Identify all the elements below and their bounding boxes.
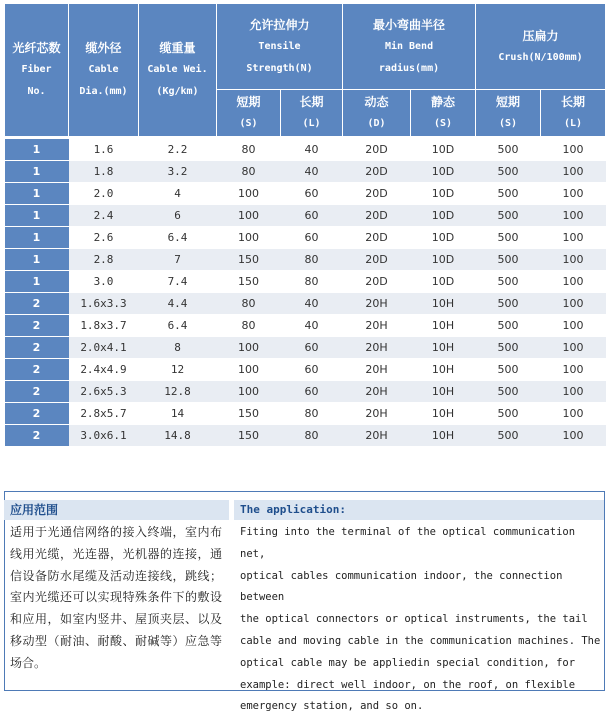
table-cell: 20D (343, 205, 411, 227)
fiber-count-cell: 2 (5, 425, 69, 447)
table-cell: 100 (541, 249, 606, 271)
fiber-count-cell: 1 (5, 227, 69, 249)
table-cell: 100 (217, 359, 281, 381)
fiber-count-cell: 2 (5, 293, 69, 315)
table-cell: 1.6x3.3 (69, 293, 139, 315)
table-cell: 20D (343, 161, 411, 183)
table-cell: 150 (217, 403, 281, 425)
application-text-cn: 适用于光通信网络的接入终端，室内布线用光缆，光连器，光机器的连接，通信设备防水尾缆及活动连接线，跳线；室内光缆还可以实现特殊条件下的敷设和应用，如室内竖井、屋顶夹层、以及移动型（耐油、耐酸、耐碱等）应急等场合。 (10, 525, 222, 670)
fiber-count-cell: 1 (5, 183, 69, 205)
table-cell: 20H (343, 403, 411, 425)
application-line-en: the optical connectors or optical instruments, the tail (240, 613, 588, 626)
table-cell: 6.4 (139, 227, 217, 249)
table-cell: 80 (281, 403, 343, 425)
table-cell: 80 (281, 249, 343, 271)
table-cell: 80 (217, 293, 281, 315)
table-row (5, 381, 606, 403)
table-row (5, 249, 606, 271)
table-cell: 80 (217, 161, 281, 183)
table-row (5, 183, 606, 205)
table-cell: 20D (343, 183, 411, 205)
application-line-en: cable and moving cable in the communication machines. The (240, 634, 601, 647)
table-cell: 100 (541, 271, 606, 293)
table-cell: 100 (217, 205, 281, 227)
header-crush: 压扁力 Crush(N/100mm) (476, 4, 606, 90)
table-cell: 500 (476, 205, 541, 227)
table-cell: 60 (281, 227, 343, 249)
table-cell: 500 (476, 161, 541, 183)
table-cell: 20H (343, 381, 411, 403)
table-cell: 100 (217, 227, 281, 249)
table-row (5, 293, 606, 315)
table-cell: 2.8x5.7 (69, 403, 139, 425)
table-row (5, 425, 606, 447)
table-cell: 60 (281, 337, 343, 359)
table-cell: 20H (343, 337, 411, 359)
header-cable-weight: 缆重量 Cable Wei. (Kg/km) (139, 4, 217, 138)
table-cell: 10D (411, 271, 476, 293)
table-cell: 20H (343, 425, 411, 447)
fiber-count-cell: 1 (5, 138, 69, 161)
table-cell: 500 (476, 337, 541, 359)
application-line-en: Fiting into the terminal of the optical communication net, (240, 526, 576, 560)
fiber-count-cell: 2 (5, 381, 69, 403)
table-row (5, 205, 606, 227)
table-cell: 100 (541, 138, 606, 161)
table-cell: 10H (411, 315, 476, 337)
table-cell: 10D (411, 249, 476, 271)
table-cell: 2.6 (69, 227, 139, 249)
table-cell: 14 (139, 403, 217, 425)
table-cell: 100 (541, 403, 606, 425)
table-cell: 2.8 (69, 249, 139, 271)
table-row (5, 337, 606, 359)
table-cell: 2.0x4.1 (69, 337, 139, 359)
table-cell: 60 (281, 359, 343, 381)
table-cell: 100 (541, 315, 606, 337)
table-cell: 500 (476, 293, 541, 315)
table-cell: 1.8 (69, 161, 139, 183)
table-cell: 500 (476, 271, 541, 293)
table-cell: 500 (476, 138, 541, 161)
table-cell: 100 (541, 381, 606, 403)
table-cell: 2.2 (139, 138, 217, 161)
spec-table-body (5, 138, 606, 447)
table-cell: 500 (476, 227, 541, 249)
table-cell: 500 (476, 381, 541, 403)
table-row (5, 227, 606, 249)
table-cell: 500 (476, 425, 541, 447)
table-cell: 10H (411, 403, 476, 425)
table-cell: 20H (343, 359, 411, 381)
table-cell: 3.0 (69, 271, 139, 293)
table-cell: 1.6 (69, 138, 139, 161)
table-cell: 20D (343, 249, 411, 271)
table-cell: 3.2 (139, 161, 217, 183)
header-crush-short: 短期 (S) (476, 90, 541, 138)
header-tensile: 允许拉伸力 Tensile Strength(N) (217, 4, 343, 90)
table-cell: 2.0 (69, 183, 139, 205)
header-tensile-short: 短期 (S) (217, 90, 281, 138)
table-cell: 4.4 (139, 293, 217, 315)
table-cell: 40 (281, 161, 343, 183)
table-cell: 20H (343, 293, 411, 315)
table-cell: 10D (411, 161, 476, 183)
table-cell: 500 (476, 315, 541, 337)
table-cell: 10D (411, 138, 476, 161)
table-cell: 60 (281, 205, 343, 227)
table-cell: 6 (139, 205, 217, 227)
table-row (5, 315, 606, 337)
table-cell: 40 (281, 293, 343, 315)
table-cell: 2.6x5.3 (69, 381, 139, 403)
table-cell: 10H (411, 293, 476, 315)
table-cell: 10H (411, 359, 476, 381)
application-line-en: optical cable may be appliedin special condition, for (240, 656, 576, 669)
table-cell: 500 (476, 183, 541, 205)
table-cell: 10D (411, 205, 476, 227)
table-cell: 100 (541, 359, 606, 381)
table-cell: 12.8 (139, 381, 217, 403)
fiber-count-cell: 1 (5, 249, 69, 271)
application-title-en: The application: (234, 500, 604, 520)
table-cell: 40 (281, 315, 343, 337)
table-cell: 1.8x3.7 (69, 315, 139, 337)
header-bend-static: 静态 (S) (411, 90, 476, 138)
table-row (5, 161, 606, 183)
table-cell: 100 (541, 183, 606, 205)
fiber-count-cell: 1 (5, 161, 69, 183)
table-cell: 4 (139, 183, 217, 205)
fiber-count-cell: 2 (5, 403, 69, 425)
table-cell: 20D (343, 138, 411, 161)
table-cell: 7.4 (139, 271, 217, 293)
application-line-en: emergency station, and so on. (240, 700, 424, 713)
table-cell: 80 (217, 315, 281, 337)
table-cell: 150 (217, 425, 281, 447)
application-line-en: optical cables communication indoor, the connection between (240, 569, 563, 604)
table-cell: 500 (476, 359, 541, 381)
application-text-en (240, 522, 602, 718)
fiber-count-cell: 2 (5, 315, 69, 337)
header-tensile-long: 长期 (L) (281, 90, 343, 138)
table-cell: 100 (217, 381, 281, 403)
table-cell: 60 (281, 381, 343, 403)
table-cell: 150 (217, 249, 281, 271)
table-cell: 8 (139, 337, 217, 359)
table-cell: 100 (541, 161, 606, 183)
table-cell: 500 (476, 249, 541, 271)
table-cell: 10D (411, 227, 476, 249)
table-cell: 2.4 (69, 205, 139, 227)
header-bend-dynamic: 动态 (D) (343, 90, 411, 138)
application-line-en: example: direct well indoor, on the roof, on flexible (240, 678, 576, 691)
table-cell: 100 (541, 293, 606, 315)
table-cell: 20H (343, 315, 411, 337)
header-cable-dia: 缆外径 Cable Dia.(mm) (69, 4, 139, 138)
application-title-cn: 应用范围 (4, 500, 229, 520)
header-fiber: 光纤芯数 Fiber No. (5, 4, 69, 138)
table-row (5, 359, 606, 381)
header-bend: 最小弯曲半径 Min Bend radius(mm) (343, 4, 476, 90)
table-cell: 40 (281, 138, 343, 161)
fiber-count-cell: 2 (5, 337, 69, 359)
fiber-count-cell: 1 (5, 271, 69, 293)
table-cell: 10D (411, 183, 476, 205)
table-cell: 150 (217, 271, 281, 293)
table-cell: 12 (139, 359, 217, 381)
table-cell: 6.4 (139, 315, 217, 337)
table-cell: 80 (217, 138, 281, 161)
table-cell: 2.4x4.9 (69, 359, 139, 381)
table-cell: 500 (476, 403, 541, 425)
table-cell: 7 (139, 249, 217, 271)
fiber-count-cell: 2 (5, 359, 69, 381)
table-cell: 100 (541, 227, 606, 249)
table-cell: 80 (281, 425, 343, 447)
table-row (5, 271, 606, 293)
table-cell: 10H (411, 425, 476, 447)
table-cell: 100 (541, 337, 606, 359)
table-cell: 20D (343, 227, 411, 249)
table-cell: 10H (411, 337, 476, 359)
fiber-count-cell: 1 (5, 205, 69, 227)
table-cell: 100 (217, 183, 281, 205)
table-cell: 14.8 (139, 425, 217, 447)
table-cell: 3.0x6.1 (69, 425, 139, 447)
table-cell: 100 (541, 425, 606, 447)
table-row (5, 403, 606, 425)
table-cell: 80 (281, 271, 343, 293)
table-cell: 100 (541, 205, 606, 227)
cable-spec-table (4, 3, 606, 447)
table-cell: 20D (343, 271, 411, 293)
table-cell: 100 (217, 337, 281, 359)
table-cell: 60 (281, 183, 343, 205)
header-crush-long: 长期 (L) (541, 90, 606, 138)
table-cell: 10H (411, 381, 476, 403)
table-row (5, 138, 606, 161)
